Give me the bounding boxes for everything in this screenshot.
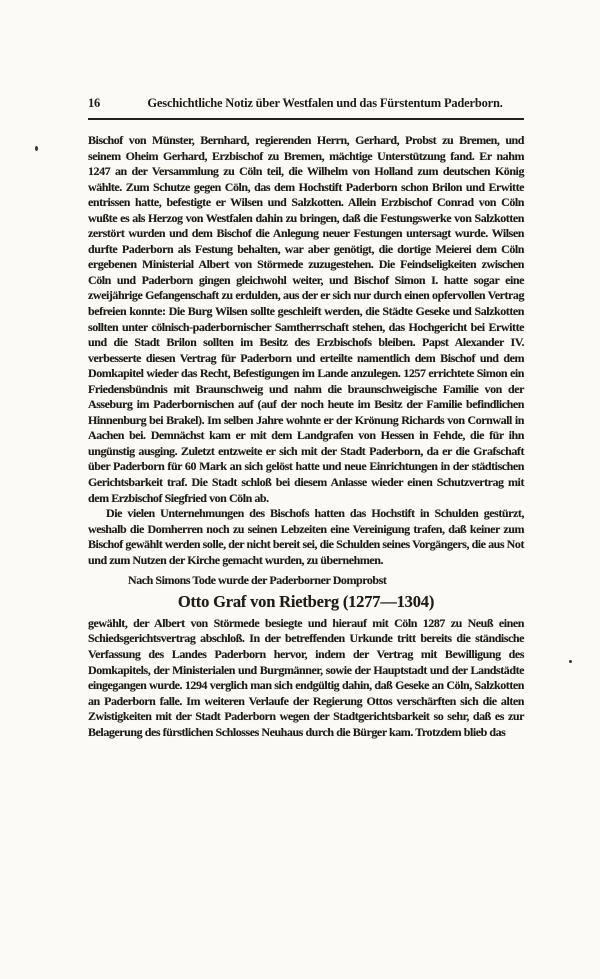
running-header bbox=[88, 96, 524, 120]
paragraph-simon-history: Bischof von Münster, Bernhard, regierenden Herrn, Gerhard, Probst zu Bremen, und seinem Oheim Gerhard, Erzbischof zu Bremen, mächtige Unterstützung fand. Er nahm 1247 an der Versammlung zu Cöln teil, die Wilhelm von Holland zum deutschen König wählte. Zum Schutze gegen Cöln, das dem Hochstift Paderborn schon Brilon und Erwitte entrissen hatte, befestigte er Wilsen und Salzkotten. Allein Erzbischof Conrad von Cöln wußte es als Herzog von Westfalen dahin zu bringen, daß die Festungswerke von Salzkotten zerstört wurden und dem Bischof die Anlegung neuer Festungen untersagt wurde. Wilsen durfte Paderborn als Festung behalten, war aber genötigt, die dortige Meierei dem Cöln ergebenen Ministerial Albert von Störmede zuzugestehen. Die Feindseligkeiten zwischen Cöln und Paderborn gingen gleichwohl weiter, und Bischof Simon I. hatte sogar eine zweijährige Gefangenschaft zu erdulden, aus der er sich nur durch einen opfervollen Vertrag befreien konnte: Die Burg Wilsen sollte geschleift werden, die Städte Geseke und Salzkotten sollten unter cölnisch-paderbornischer Samtherrschaft stehen, das Hochgericht bei Erwitte und die Stadt Brilon sollten im Besitz des Erzbischofs bleiben. Papst Alexander IV. verbesserte diesen Vertrag für Paderborn und erteilte namentlich dem Bischof und dem Domkapitel wieder das Recht, Befestigungen im Lande anzulegen. 1257 errichtete Simon ein Friedensbündnis mit Braunschweig und nahm die braunschweigische Familie von der Asseburg im Paderbornischen auf (auf der noch heute im Besitz der Familie befindlichen Hinnenburg bei Brakel). Im selben Jahre wohnte er der Krönung Richards von Cornwall in Aachen bei. Demnächst kam er mit dem Landgrafen von Hessen in Fehde, die für ihn ungünstig ausging. Zuletzt entzweite er sich mit der Stadt Paderborn, da er die Grafschaft über Paderborn für 60 Mark an sich gelöst hatte und neue Einrichtungen in der städtischen Gerichtsbarkeit traf. Die Stadt schloß bei diesem Anlasse wieder einen Schutzvertrag mit dem Erzbischof Siegfried von Cöln ab. bbox=[88, 133, 524, 505]
paragraph-debts: Die vielen Unternehmungen des Bischofs hatten das Hochstift in Schulden gestürzt, weshalb die Domherren noch zu seinen Lebzeiten eine Vereinigung trafen, daß keiner zum Bischof gewählt werden solle, der nicht bereit sei, die Schulden seines Vorgängers, die aus Not und zum Nutzen der Kirche gemacht wurden, zu übernehmen. bbox=[88, 506, 524, 567]
heading-lead-in: Nach Simons Tode wurde der Paderborner Domprobst bbox=[128, 573, 387, 588]
scan-speck bbox=[569, 660, 572, 663]
scan-speck bbox=[35, 146, 38, 151]
page-number: 16 bbox=[88, 96, 101, 110]
paragraph-otto-reign: gewählt, der Albert von Störmede besiegte und hierauf mit Cöln 1287 zu Neuß einen Schiedsgerichtsvertrag abschloß. In der betreffenden Urkunde tritt bereits die ständische Verfassung des Landes Paderborn hervor, indem der Vertrag mit Bewilligung des Domkapitels, der Ministerialen und Burgmänner, sowie der Hauptstadt und der Landstädte eingegangen wurde. 1294 verglich man sich endgültig dahin, daß Geseke an Cöln, Salzkotten an Paderborn falle. Im weiteren Verlaufe der Regierung Ottos verschärften sich die alten Zwistigkeiten mit der Stadt Paderborn wegen der Stadtgerichtsbarkeit so sehr, daß es zur Belagerung des fürstlichen Schlosses Neuhaus durch die Bürger kam. Trotzdem blieb das bbox=[88, 615, 524, 739]
running-title: Geschichtliche Notiz über Westfalen und das Fürstentum Paderborn. bbox=[147, 96, 503, 110]
section-heading-otto-von-rietberg: Otto Graf von Rietberg (1277—1304) bbox=[177, 591, 435, 611]
text-block bbox=[88, 96, 524, 740]
body-text bbox=[88, 133, 524, 740]
